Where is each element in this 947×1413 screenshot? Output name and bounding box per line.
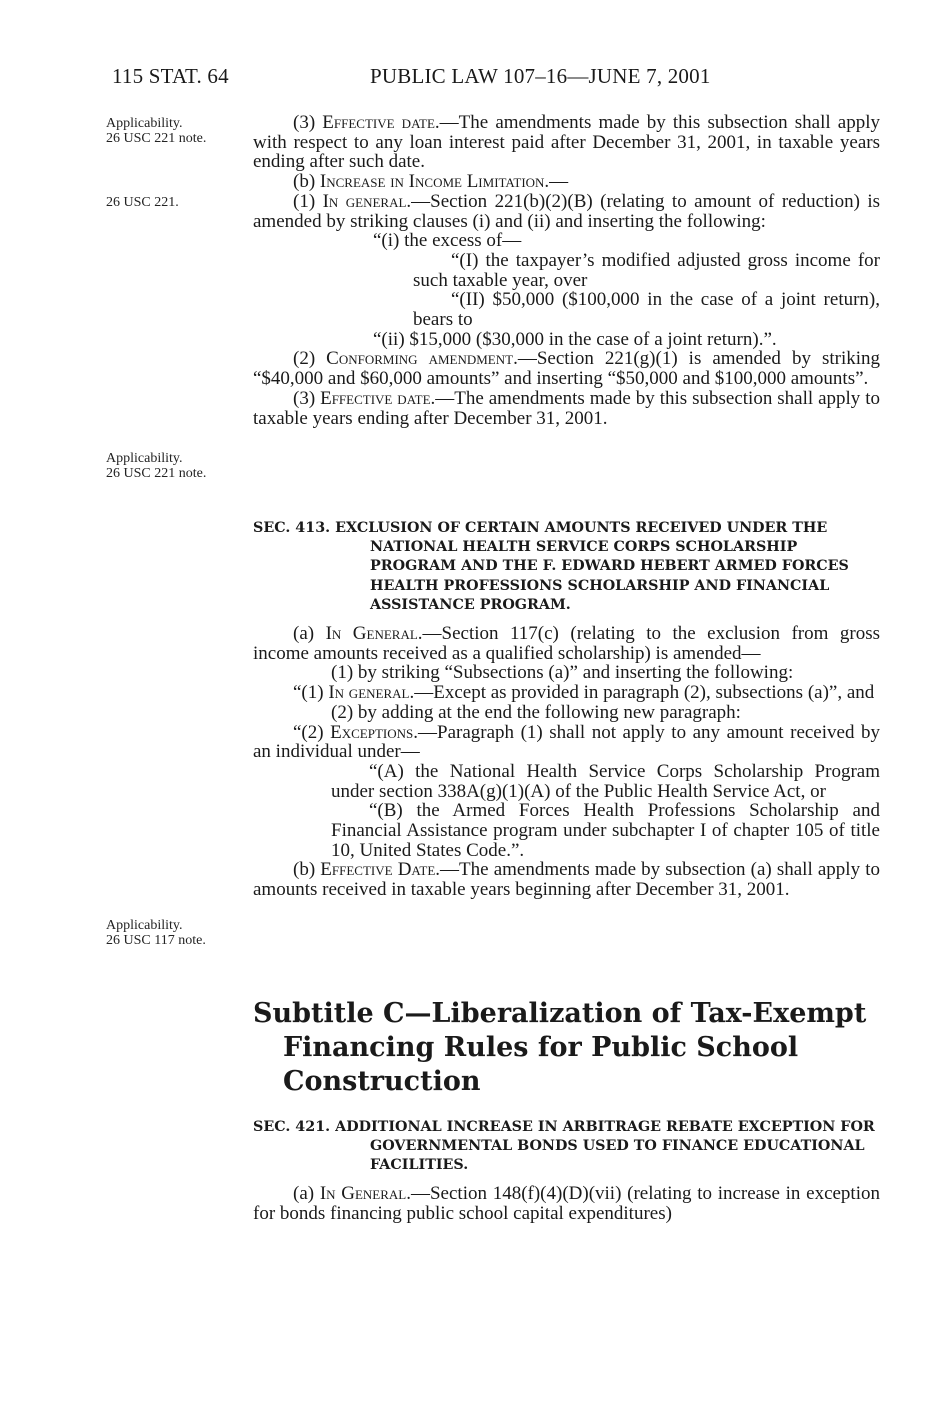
paragraph-2: (2) by adding at the end the following new paragraph: [331,701,741,723]
margin-note-label: Applicability. [106,918,183,933]
margin-note-citation: 26 USC 221 note. [106,131,207,146]
quoted-subparagraph-A: “(A) the National Health Service Corps Scholarship Program under section 338A(g)(1)(A) of the Public Health Service Act, or [331,760,880,802]
section-421-body [253,1184,880,1223]
page-running-title: PUBLIC LAW 107–16—JUNE 7, 2001 [370,64,711,88]
quoted-paragraph-1: “(1) In general.—Except as provided in paragraph (2), subsections (a)”, and [293,682,875,704]
section-421-heading: SEC. 421. ADDITIONAL INCREASE IN ARBITRAGE REBATE EXCEPTION FOR GOVERNMENTAL BONDS USED TO FINANCE EDUCATIONAL FACILITIES. [253,1119,875,1174]
page-stat-number: 115 STAT. 64 [112,64,229,88]
margin-note-citation: 26 USC 117 note. [106,933,206,948]
quoted-subparagraph-B: “(B) the Armed Forces Health Professions Scholarship and Financial Assistance program under subchapter I of chapter 105 of title 10, United States Code.”. [331,800,880,861]
subtitle-c-heading: Subtitle C—Liberalization of Tax-Exempt Financing Rules for Public School Construction [253,998,867,1097]
subsection-b-paragraph: (b) Effective Date.—The amendments made by subsection (a) shall apply to amounts received in taxable years beginning after December 31, 2001. [253,859,881,901]
quoted-paragraph-2: “(2) Exceptions.—Paragraph (1) shall not apply to any amount received by an individual under— [253,721,881,763]
conforming-amendment-paragraph: (2) Conforming amendment.—Section 221(g)(1) is amended by striking “$40,000 and $60,000 amounts” and inserting “$50,000 and $100,000 amounts”. [253,348,881,390]
subsection-a-paragraph: (a) In General.—Section 148(f)(4)(D)(vii) (relating to increase in exception for bonds financing public school capital expenditures) [253,1183,880,1224]
section-413-heading: SEC. 413. EXCLUSION OF CERTAIN AMOUNTS RECEIVED UNDER THE NATIONAL HEALTH SERVICE CORPS SCHOLARSHIP PROGRAM AND THE F. EDWARD HEBERT ARMED FORCES HEALTH PROFESSIONS SCHOLARSHIP AND FINANCIAL ASSISTANCE PROGRAM. [253,520,849,613]
effective-date-paragraph-2: (3) Effective date.—The amendments made by this subsection shall apply to taxable years ending after December 31, 2001. [253,387,880,429]
margin-note-applicability-3 [106,918,246,948]
in-general-paragraph: (1) In general.—Section 221(b)(2)(B) (relating to amount of reduction) is amended by striking clauses (i) and (ii) and inserting the following: [253,190,881,232]
margin-note-label: Applicability. [106,116,183,131]
section-412-continuation [253,113,880,428]
margin-note-applicability-2 [106,451,246,481]
section-413-body [253,624,880,900]
quoted-clause-i: “(i) the excess of— [373,230,522,252]
margin-note-citation: 26 USC 221 note. [106,466,207,481]
quoted-subclause-II: “(II) $50,000 ($100,000 in the case of a joint return), bears to [413,289,880,331]
paragraph-1: (1) by striking “Subsections (a)” and inserting the following: [331,662,794,684]
effective-date-paragraph: (3) Effective date.—The amendments made by this subsection shall apply with respect to any loan interest paid after December 31, 2001, in taxable years ending after such date. [253,112,880,173]
quoted-clause-ii: “(ii) $15,000 ($30,000 in the case of a joint return).”. [373,328,777,350]
margin-note-citation-221: 26 USC 221. [106,195,179,210]
subsection-b-heading: (b) Increase in Income Limitation.— [293,171,569,193]
subsection-a-paragraph: (a) In General.—Section 117(c) (relating to the exclusion from gross income amounts received as a qualified scholarship) is amended— [253,623,880,664]
margin-note-applicability-1 [106,116,246,146]
margin-note-label: Applicability. [106,451,183,466]
quoted-subclause-I: “(I) the taxpayer’s modified adjusted gross income for such taxable year, over [413,249,880,291]
